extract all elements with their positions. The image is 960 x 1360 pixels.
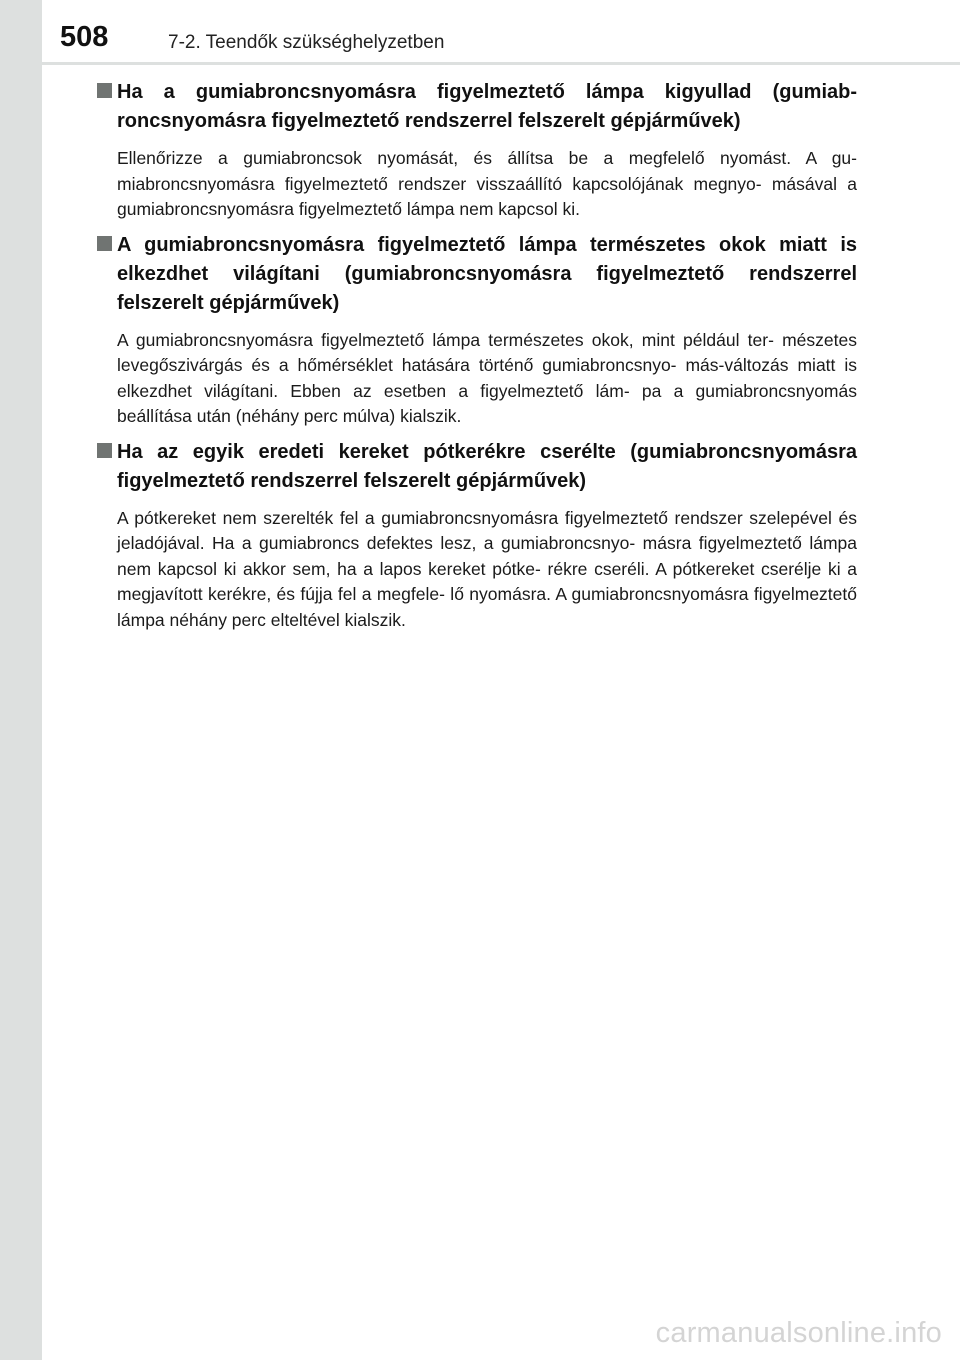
- section-heading: [95, 231, 857, 318]
- section-heading-text: A gumiabroncsnyomásra figyelmeztető lámpa természetes okok miatt is elkezdhet világítani (gumiabroncsnyomásra figyelmeztető rendszerrel felszerelt gépjárművek): [117, 233, 857, 314]
- section-body: Ellenőrizze a gumiabroncsok nyomását, és állítsa be a megfelelő nyomást. A gu- miabroncsnyomásra figyelmeztető rendszer visszaállító kapcsolójának megnyo- másával a gumiabroncsnyomásra figyelmeztető lámpa nem kapcsol ki.: [117, 148, 857, 219]
- section-heading-text: Ha az egyik eredeti kereket pótkerékre cserélte (gumiabroncsnyomásra figyelmeztető rendszerrel felszerelt gépjárművek): [117, 440, 857, 492]
- section-body: A gumiabroncsnyomásra figyelmeztető lámpa természetes okok, mint például ter- mészetes levegőszivárgás és a hőmérséklet hatására történő gumiabroncsnyo- más-változás miatt is elkezdhet világítani. Ebben az esetben a figyelmeztető lám- pa a gumiabroncsnyomás beállítása után (néhány perc múlva) kialszik.: [117, 329, 857, 426]
- side-band: [0, 0, 42, 1360]
- section-heading-text: Ha a gumiabroncsnyomásra figyelmeztető lámpa kigyullad (gumiab- roncsnyomásra figyelmeztető rendszerrel felszerelt gépjárművek): [117, 81, 857, 132]
- section-body: A pótkereket nem szerelték fel a gumiabroncsnyomásra figyelmeztető rendszer szelepével és jeladójával. Ha a gumiabroncs defektes lesz, a gumiabroncsnyo- másra figyelmeztető lámpa nem kapcsol ki akkor sem, ha a lapos kereket pótke- rékre cseréli. A pótkereket cserélje ki a megjavított kerékre, és fújja fel a megfele- lő nyomásra. A gumiabroncsnyomásra figyelmeztető lámpa néhány perc elteltével kialszik.: [117, 507, 857, 630]
- section-natural-causes: [95, 231, 857, 430]
- page-content: [95, 78, 857, 641]
- chapter-title: 7-2. Teendők szükséghelyzetben: [168, 32, 445, 53]
- square-bullet-icon: [97, 83, 112, 98]
- section-warning-light-on: [95, 78, 857, 223]
- watermark: carmanualsonline.info: [655, 1317, 942, 1349]
- section-heading: [95, 438, 857, 496]
- square-bullet-icon: [97, 443, 112, 458]
- section-spare-wheel: [95, 438, 857, 634]
- page-number: 508: [60, 21, 109, 53]
- square-bullet-icon: [97, 236, 112, 251]
- section-heading: [95, 78, 857, 136]
- header-rule: [42, 62, 960, 65]
